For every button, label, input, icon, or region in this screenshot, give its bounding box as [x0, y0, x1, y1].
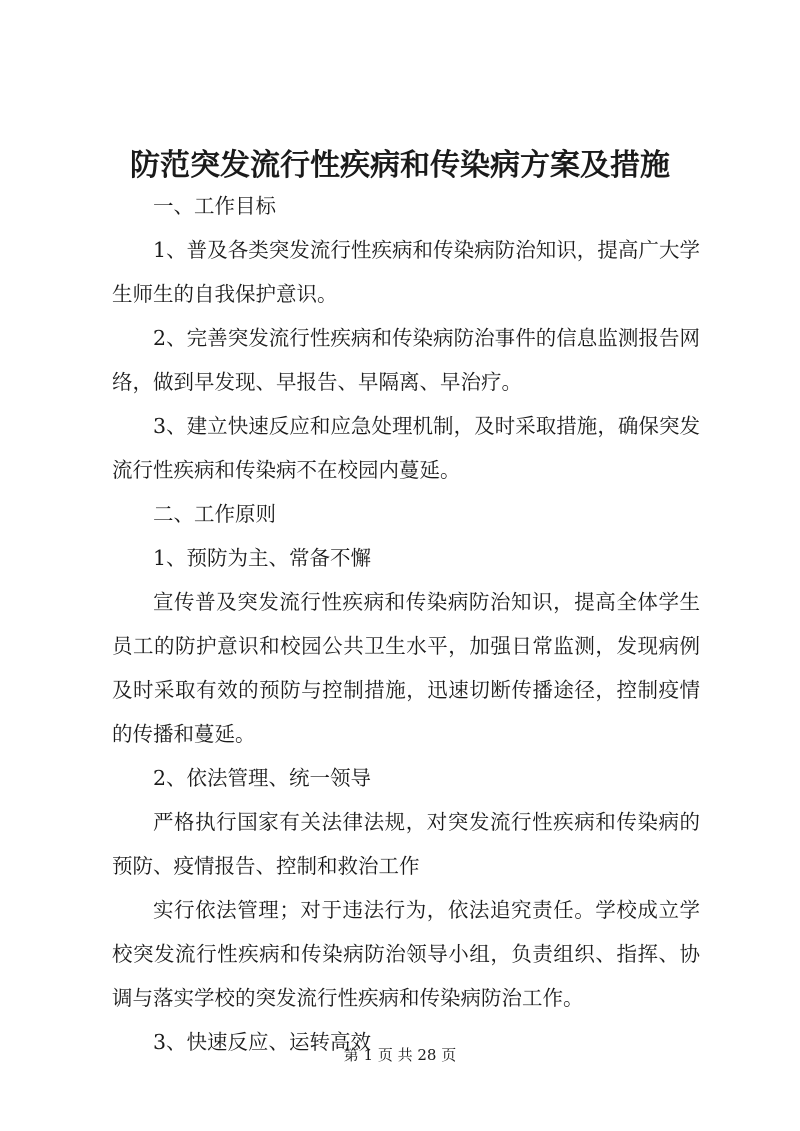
paragraph: 严格执行国家有关法律法规，对突发流行性疾病和传染病的预防、疫情报告、控制和救治工作 [112, 810, 700, 878]
paragraph: 1、普及各类突发流行性疾病和传染病防治知识，提高广大学生师生的自我保护意识。 [112, 238, 700, 306]
sub-heading: 1、预防为主、常备不懈 [153, 546, 372, 570]
paragraph: 2、完善突发流行性疾病和传染病防治事件的信息监测报告网络，做到早发现、早报告、早隔离、早治疗。 [112, 326, 700, 394]
page-footer: 第 1 页 共 28 页 [343, 1046, 457, 1064]
paragraph: 实行依法管理；对于违法行为，依法追究责任。学校成立学校突发流行性疾病和传染病防治领导小组，负责组织、指挥、协调与落实学校的突发流行性疾病和传染病防治工作。 [112, 898, 700, 1010]
document-body [112, 184, 700, 1064]
paragraph: 3、建立快速反应和应急处理机制，及时采取措施，确保突发流行性疾病和传染病不在校园内蔓延。 [112, 414, 700, 482]
section-heading: 二、工作原则 [153, 502, 276, 526]
sub-heading: 3、快速反应、运转高效 [153, 1030, 372, 1054]
document-title: 防范突发流行性疾病和传染病方案及措施 [130, 148, 670, 183]
sub-heading: 2、依法管理、统一领导 [153, 766, 372, 790]
section-heading: 一、工作目标 [153, 194, 276, 218]
paragraph: 宣传普及突发流行性疾病和传染病防治知识，提高全体学生员工的防护意识和校园公共卫生水平，加强日常监测，发现病例及时采取有效的预防与控制措施，迅速切断传播途径，控制疫情的传播和蔓延。 [112, 590, 700, 746]
